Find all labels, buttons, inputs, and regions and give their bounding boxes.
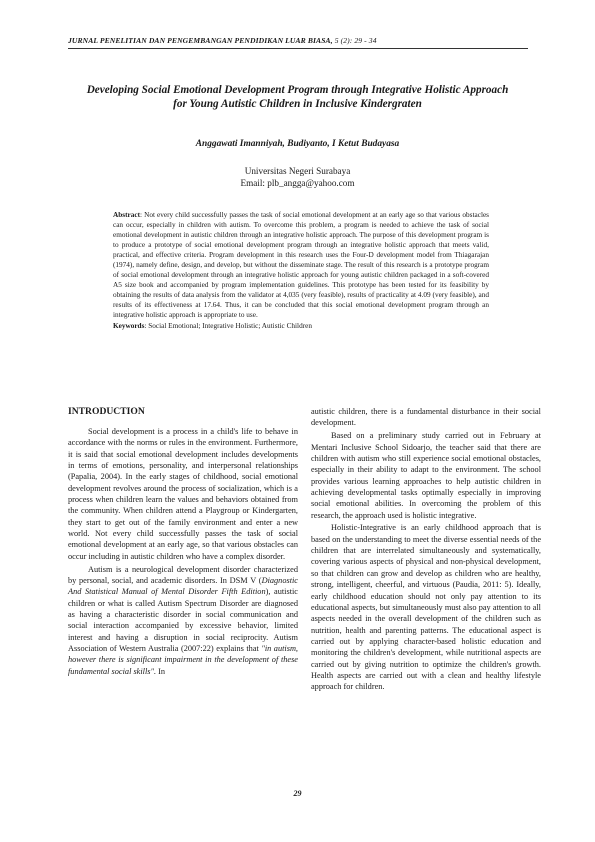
paragraph: Social development is a process in a child's life to behave in accordance with the norms or rules in the environment. Furthermore, it is said that social emotional development includes developments in terms of emotions, personality, and interpersonal relationships (Papalia, 2004). In the early stages of childhood, social emotional development revolves around the process of socialization, which is a process when children learn the values and behaviors obtained from the community. When children attend a Playgroup or Kindergarten, they start to get out of the family environment and enter a new world. Not every child successfully passes the task of social emotional development at an early age, so that various obstacles can occur including in autistic children who have a complex disorder. <box>68 427 298 561</box>
author-email: Email: plb_angga@yahoo.com <box>240 178 355 188</box>
paragraph-text: In <box>156 666 166 676</box>
paragraph <box>68 564 298 677</box>
abstract-text: : Not every child successfully passes the task of social emotional development at an early age so that various obstacles can occur, especially in children with autism. To overcome this problem, a program is needed to achieve the task of social emotional development in autistic children through an integrative holistic approach. The purpose of this development program is to produce a prototype of social emotional development program through an integrative holistic approach that meets valid, practical, and effective criteria. Program development in this research uses the Four-D development model from Thiagarajan (1974), namely define, design, and develop, but without the disseminate stage. The result of this research is a prototype program of social emotional development through an integrative holistic approach for young autistic children packaged in a soft-covered A5 size book and accompanied by program implementation guidelines. This prototype has been tested for its feasibility by obtaining the results of data analysis from the validator at 4,035 (very feasible), results of practicality at 4.09 (very feasible), and results of its effectiveness at 17.64. Thus, it can be concluded that this social emotional development program through an integrative holistic approach is appropriate to use. <box>113 211 489 320</box>
abstract-body <box>113 210 489 321</box>
title-line-1: Developing Social Emotional Development Program through Integrative Holistic Approach <box>86 84 509 96</box>
journal-name: JURNAL PENELITIAN DAN PENGEMBANGAN PENDIDIKAN LUAR BIASA, <box>68 36 333 45</box>
quote: "in autism, however there is significant impairment in the development of these fundamental social skills". <box>68 644 299 676</box>
affiliation <box>60 165 535 189</box>
section-heading: INTRODUCTION <box>68 406 145 417</box>
keywords-text: : Social Emotional; Integrative Holistic; Autistic Children <box>144 321 312 330</box>
journal-volume: 5 (2): 29 - 34 <box>332 36 377 45</box>
right-column <box>311 406 541 694</box>
header-rule <box>68 48 528 49</box>
paragraph-text: ), autistic children or what is called Autism Spectrum Disorder are diagnosed as having a characteristic disorder in social communication and social interaction accompanied by excessive behavior, limited interest and having a disruption in social reciprocity. Autism Association of Western Australia (2007:22) explains that <box>68 587 298 654</box>
keywords-label: Keywords <box>113 321 145 330</box>
paragraph-text: Autism is a neurological development disorder characterized by personal, social, and academic disorders. In DSM V ( <box>68 564 298 585</box>
author-list: Anggawati Imanniyah, Budiyanto, I Ketut Budayasa <box>195 139 400 149</box>
running-header <box>68 36 528 45</box>
page-number: 29 <box>293 789 302 798</box>
paragraph-continuation: autistic children, there is a fundamental disturbance in their social development. <box>311 407 541 428</box>
keywords <box>113 321 489 331</box>
dsm-title: Diagnostic And Statistical Manual of Mental Disorder Fifth Edition <box>68 575 298 597</box>
institution: Universitas Negeri Surabaya <box>244 166 351 176</box>
abstract-label: Abstract <box>113 211 140 219</box>
left-column <box>68 406 298 679</box>
abstract <box>113 210 489 331</box>
title-line-2: for Young Autistic Children in Inclusive Kindergraten <box>173 98 422 110</box>
paragraph: Holistic-Integrative is an early childhood approach that is based on the understanding to meet the diverse essential needs of the children that are interrelated simultaneously and systematically, covering various aspects of physical and non-physical development, so that children can grow and develop as children who are healthy, strong, intelligent, cheerful, and virtuous (Paudia, 2011: 5). Ideally, early childhood education should not only pay attention to its educational aspects, but simultaneously must also pay attention to all aspects needed in the overall development of the children such as nutrition, health and parenting patterns. The educational aspect is carried out by applying character-based holistic education and monitoring the children's development, while nutritional aspects are carried out by giving nutrition to optimize the children's growth. Health aspects are carried out with a clean and healthy lifestyle approach for children. <box>311 523 541 692</box>
paper-title <box>60 83 535 111</box>
paragraph: Based on a preliminary study carried out in February at Mentari Inclusive School Sidoarjo, the teacher said that there are children with autism who still experience social emotional obstacles, especially in their ability to adapt to the environment. The school provides various learning approaches to help autistic children in achieving developmental tasks optimally especially in improving social emotional abilities. In overcoming the problem of this research, the approach used is holistic integrative. <box>311 431 541 520</box>
